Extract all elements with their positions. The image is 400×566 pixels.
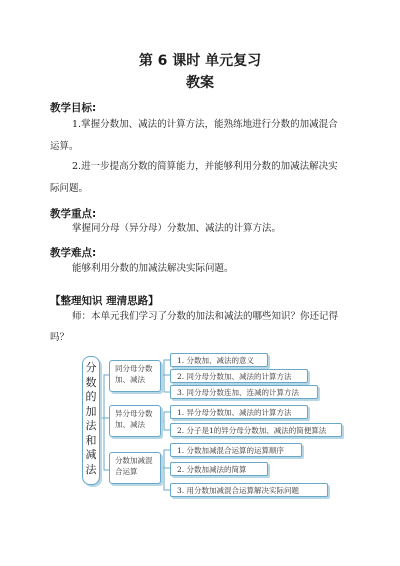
leaf-3-2-text: 2. 分数加减法的简算 <box>177 465 247 474</box>
leaf-1-2 <box>170 369 308 383</box>
leaf-2-2 <box>170 423 342 437</box>
branch-different-denominator <box>109 405 161 437</box>
leaf-3-2 <box>170 462 268 476</box>
leaf-1-3 <box>170 385 318 399</box>
goal-1-line-1: 1.掌握分数加、减法的计算方法，能熟练地进行分数的加减混合 <box>72 119 338 130</box>
leaf-3-3 <box>170 483 328 497</box>
branch-same-denominator <box>109 360 161 392</box>
review-line-2: 吗？ <box>50 332 70 343</box>
branch-3-label: 分数加减混合运算 <box>115 456 153 476</box>
branch-1-label: 同分母分数加、减法 <box>115 364 153 384</box>
difficulty-heading: 教学难点: <box>50 247 97 259</box>
leaf-2-1-text: 1. 异分母分数加、减法的计算方法 <box>177 408 292 417</box>
review-line-1: 师：本单元我们学习了分数的加法和减法的哪些知识？你还记得 <box>72 311 339 322</box>
leaf-2-1 <box>170 405 308 419</box>
goals-heading: 教学目标: <box>50 102 97 114</box>
lesson-subtitle: 教案 <box>186 75 214 91</box>
goal-1-line-2: 运算。 <box>50 141 79 152</box>
review-heading: 【整理知识 理清思路】 <box>50 295 159 307</box>
key-heading: 教学重点: <box>50 208 97 220</box>
leaf-2-2-text: 2. 分子是1的异分母分数加、减法的简便算法 <box>177 426 327 435</box>
branch-2-label: 异分母分数加、减法 <box>115 409 153 429</box>
leaf-1-3-text: 3. 同分母分数连加、连减的计算方法 <box>177 388 300 397</box>
key-text: 掌握同分母（异分母）分数加、减法的计算方法。 <box>72 223 282 234</box>
leaf-1-1 <box>170 353 268 367</box>
mindmap-root <box>82 356 100 485</box>
leaf-1-2-text: 2. 同分母分数加、减法的计算方法 <box>177 372 292 381</box>
leaf-3-1 <box>170 443 302 457</box>
lesson-title: 第 6 课时 单元复习 <box>138 53 262 69</box>
leaf-1-1-text: 1. 分数加、减法的意义 <box>177 356 255 365</box>
mindmap-root-label: 分数的加法和减法 <box>85 361 97 476</box>
branch-mixed-operations <box>109 452 161 484</box>
leaf-3-1-text: 1. 分数加减混合运算的运算顺序 <box>177 446 285 455</box>
goal-2-line-1: 2.进一步提高分数的简算能力，并能够利用分数的加减法解决实 <box>72 161 338 172</box>
goal-2-line-2: 际问题。 <box>50 183 89 194</box>
leaf-3-3-text: 3. 用分数加减混合运算解决实际问题 <box>177 486 300 495</box>
difficulty-text: 能够利用分数的加减法解决实际问题。 <box>72 263 234 274</box>
